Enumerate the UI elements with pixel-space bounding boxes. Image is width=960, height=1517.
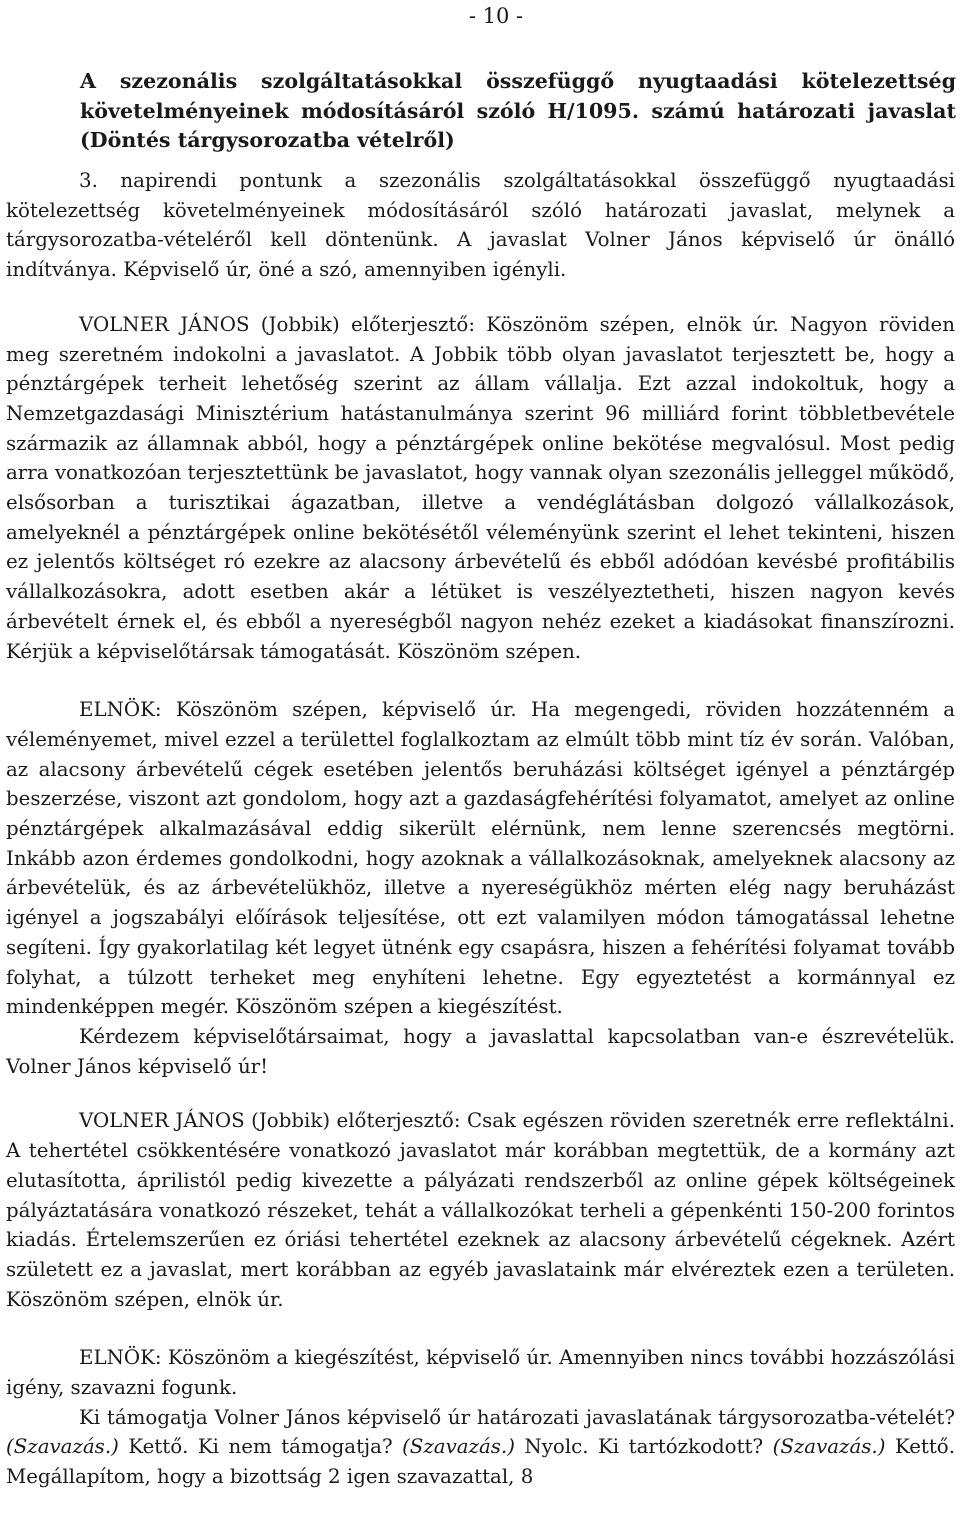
paragraph-volner-speech-2: VOLNER JÁNOS (Jobbik) előterjesztő: Csak egészen röviden szeretnék erre reflektálni. A tehertétel csökkentésére vonatkozó javaslatot már korábban megtettük, de a kormány azt elutasította, áprilistól pedig kivezette a pályázati rendszerből az online gépek költségeinek pályáztatására vonatkozó részeket, tehát a vállalkozókat terheli a gépenkénti 150-200 forintos kiadás. Értelemszerűen ez óriási tehertétel ezeknek az alacsony árbevételű cégeknek. Azért született ez a javaslat, mert korábban az egyéb javaslataink már elvéreztek ezen a területen. Köszönöm szépen, elnök úr.: [6, 1109, 955, 1311]
paragraph-vote-result: [6, 1403, 955, 1492]
vote-text-4: Kettő. Megállapítom, hogy a bizottság 2 igen szavazattal, 8: [6, 1435, 955, 1489]
stage-direction-3: (Szavazás.): [772, 1435, 886, 1459]
stage-direction-1: (Szavazás.): [6, 1435, 119, 1459]
paragraph-chair-question: Kérdezem képviselőtársaimat, hogy a javaslattal kapcsolatban van-e észrevételük. Volner János képviselő úr!: [6, 1024, 955, 1078]
vote-text-2: Kettő. Ki nem támogatja?: [118, 1435, 403, 1459]
vote-text-1: Ki támogatja Volner János képviselő úr határozati javaslatának tárgysorozatba-vételét?: [79, 1405, 955, 1429]
document-body: [6, 166, 955, 1492]
paragraph-chair-response: ELNÖK: Köszönöm szépen, képviselő úr. Ha megengedi, röviden hozzátenném a véleményemet, mivel ezzel a területtel foglalkoztam az elmúlt több mint tíz év során. Valóban, az alacsony árbevételű cégek esetében jelentős beruházási költséget igényel a pénztárgép beszerzése, viszont azt gondolom, hogy azt a gazdaságfehérítési folyamatot, amelyet az online pénztárgépek alkalmazásával eddig sikerült elérnünk, nem lenne szerencsés megtörni. Inkább azon érdemes gondolkodni, hogy azoknak a vállalkozásoknak, amelyeknek alacsony az árbevételük, és az árbevételükhöz, illetve a nyereségükhöz mérten elég nagy beruházást igényel a jogszabályi előírások teljesítése, ott ezt valamilyen módon támogatással lehetne segíteni. Így gyakorlatilag két legyet ütnénk egy csapásra, hiszen a fehérítési folyamat tovább folyhat, a túlzott terheket meg enyhíteni lehetne. Egy egyeztetést a kormánnyal ez mindenképpen megér. Köszönöm szépen a kiegészítést.: [6, 698, 955, 1019]
paragraph-agenda-intro: 3. napirendi pontunk a szezonális szolgáltatásokkal összefüggő nyugtaadási kötelezettség követelményeinek módosításáról szóló határozati javaslat, melynek a tárgysorozatba-vételéről kell döntenünk. A javaslat Volner János képviselő úr önálló indítványa. Képviselő úr, öné a szó, amennyiben igényli.: [6, 169, 955, 282]
paragraph-volner-speech-1: VOLNER JÁNOS (Jobbik) előterjesztő: Köszönöm szépen, elnök úr. Nagyon röviden meg szeretném indokolni a javaslatot. A Jobbik több olyan javaslatot terjesztett be, hogy a pénztárgépek terheit lehetőség szerint az állam vállalja. Ezt azzal indokoltuk, hogy a Nemzetgazdasági Minisztérium hatástanulmánya szerint 96 milliárd forint többletbevétele származik az államnak abból, hogy a pénztárgépek online bekötése megvalósul. Most pedig arra vonatkozóan terjesztettünk be javaslatot, hogy vannak olyan szezonális jelleggel működő, elsősorban a turisztikai ágazatban, illetve a vendéglátásban dolgozó vállalkozások, amelyeknél a pénztárgépek online bekötésétől véleményünk szerint el lehet tekinteni, hiszen ez jelentős költséget ró ezekre az alacsony árbevételű és ebből adódóan kevésbé profitábilis vállalkozásokra, adott esetben akár a létüket is veszélyeztetheti, hiszen nagyon kevés árbevételt érnek el, és ebből a nyereségből nagyon nehéz ezeket a kiadásokat finanszírozni. Kérjük a képviselőtársak támogatását. Köszönöm szépen.: [6, 312, 955, 663]
paragraph-chair-vote-call: ELNÖK: Köszönöm a kiegészítést, képviselő úr. Amennyiben nincs további hozzászólási igény, szavazni fogunk.: [6, 1346, 955, 1400]
stage-direction-2: (Szavazás.): [402, 1435, 515, 1459]
vote-text-3: Nyolc. Ki tartózkodott?: [514, 1435, 773, 1459]
section-title: A szezonális szolgáltatásokkal összefüggő nyugtaadási kötelezettség követelményeinek módosításáról szóló H/1095. számú határozati javaslat (Döntés tárgysorozatba vételről): [80, 69, 956, 152]
page-number: - 10 -: [468, 4, 524, 28]
